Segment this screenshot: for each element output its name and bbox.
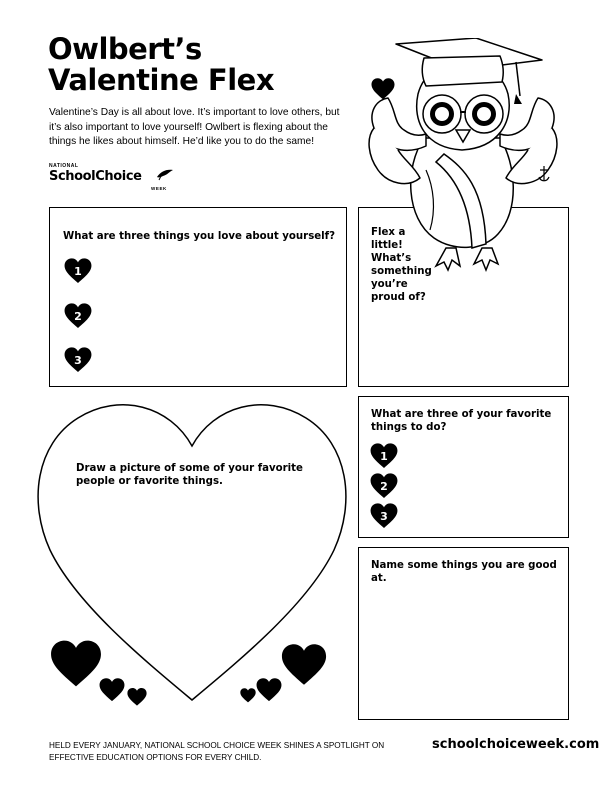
decor-heart-icon (240, 688, 256, 703)
number-label: 3 (74, 354, 82, 367)
three-things-box[interactable] (49, 207, 347, 387)
decor-heart-icon (256, 678, 282, 702)
number-heart-2 (370, 473, 398, 499)
decor-heart-icon (99, 678, 125, 702)
decor-heart-icon (127, 688, 147, 706)
logo-week: WEEK (151, 186, 167, 191)
footer-text: HELD EVERY JANUARY, NATIONAL SCHOOL CHOICE WEEK SHINES A SPOTLIGHT ON EFFECTIVE EDUCATION OPTIONS FOR EVERY CHILD. (49, 741, 385, 762)
intro-text: Valentine’s Day is all about love. It’s important to love others, but it’s also important to love yourself! Owlbert is flexing about the things he likes about himself. He’d like you to do the same! (49, 107, 340, 147)
favorite-things-question: What are three of your favorite things to do? (371, 409, 552, 433)
owlbert-owl-illustration (364, 38, 570, 274)
number-label: 3 (380, 510, 388, 523)
number-label: 2 (74, 310, 82, 323)
title-line-1: Owlbert’s (48, 32, 202, 66)
page-title (48, 34, 274, 96)
number-label: 2 (380, 480, 388, 493)
school-choice-week-logo (49, 163, 174, 193)
logo-schoolchoice: SchoolChoice (49, 169, 142, 184)
favorite-things-box[interactable] (358, 396, 569, 538)
number-label: 1 (74, 265, 82, 278)
good-at-question: Name some things you are good at. (371, 560, 557, 584)
flex-question: Flex a little! What’s something you’re proud of? (371, 227, 432, 303)
decor-heart-icon (50, 640, 102, 688)
logo-bird-icon (155, 167, 175, 181)
number-heart-2 (64, 303, 92, 329)
draw-prompt: Draw a picture of some of your favorite people or favorite things. (76, 463, 303, 487)
number-heart-1 (64, 258, 92, 284)
logo-national: NATIONAL (49, 163, 79, 169)
good-at-box[interactable] (358, 547, 569, 720)
number-heart-1 (370, 443, 398, 469)
title-line-2: Valentine Flex (48, 63, 275, 97)
website-link[interactable]: schoolchoiceweek.com (432, 737, 600, 752)
decor-heart-icon (281, 643, 327, 687)
three-things-question: What are three things you love about yourself? (63, 231, 336, 242)
number-heart-3 (370, 503, 398, 529)
number-label: 1 (380, 450, 388, 463)
number-heart-3 (64, 347, 92, 373)
